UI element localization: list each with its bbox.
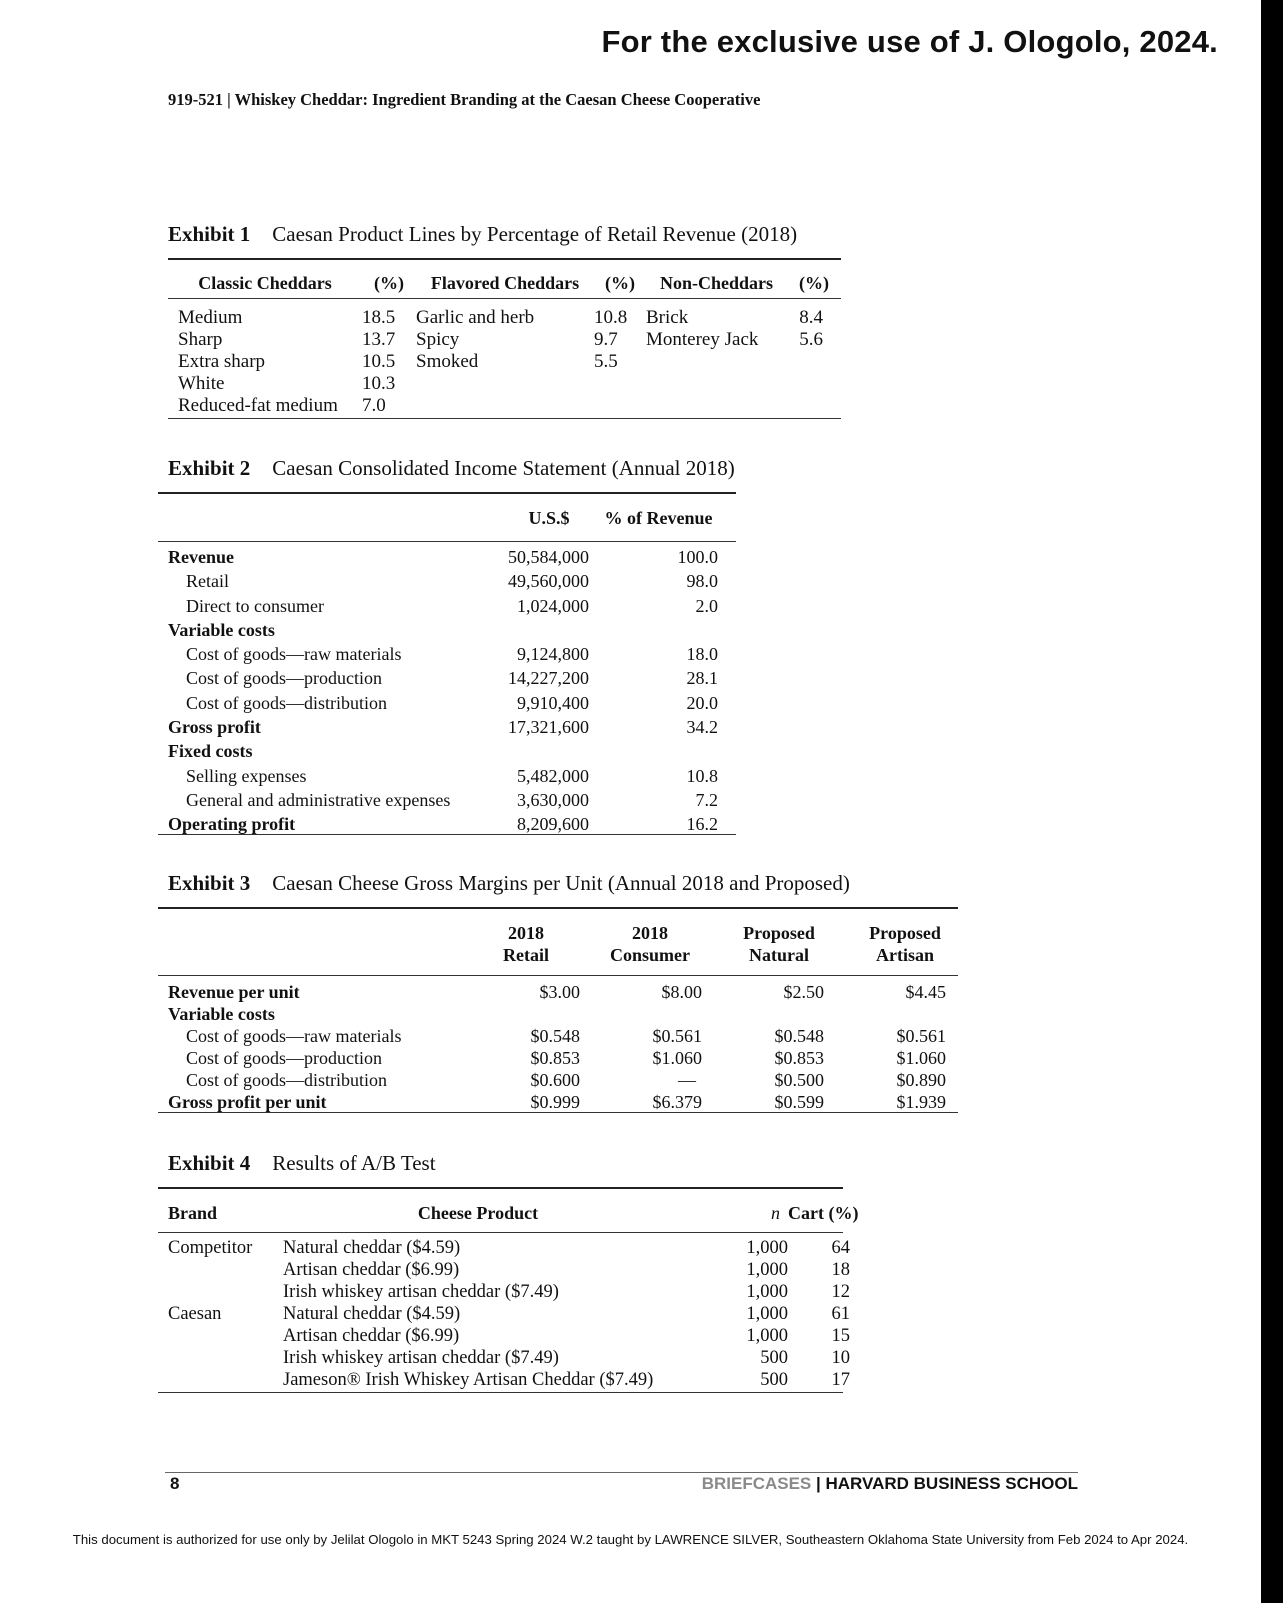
table-cell: 9,910,400 [517, 692, 589, 713]
exhibit2-body [168, 545, 728, 837]
exhibit4-top-rule [158, 1187, 843, 1189]
table-cell: $8.00 [661, 982, 702, 1002]
table-cell: $0.548 [774, 1026, 824, 1046]
table-cell [416, 373, 594, 395]
table-cell: 5.5 [594, 351, 618, 372]
n-cell: 1,000 [746, 1326, 788, 1346]
table-cell: $0.561 [652, 1026, 702, 1046]
brand-cell [168, 1281, 283, 1303]
table-cell [824, 1003, 946, 1025]
table-cell: 5.6 [799, 329, 823, 350]
col-label-line2: Natural [749, 945, 809, 965]
exhibit2-heading [168, 456, 735, 481]
n-cell: 1,000 [746, 1304, 788, 1324]
row-label: Cost of goods—distribution [186, 692, 388, 713]
table-cell: 16.2 [686, 814, 718, 835]
page-number: 8 [170, 1474, 180, 1493]
exhibit4-header-rule [158, 1232, 843, 1233]
brand-cell [168, 1369, 283, 1391]
exhibit1-title: Caesan Product Lines by Percentage of Retail Revenue (2018) [272, 222, 798, 246]
col-2018-retail [476, 922, 576, 966]
col-non-cheddars: Non-Cheddars [659, 273, 774, 293]
table-row [168, 618, 728, 642]
table-cell: 20.0 [686, 692, 718, 713]
exhibit1-header-row [168, 268, 841, 299]
exhibit1-bottom-rule [168, 418, 841, 419]
exhibit2-header-rule [158, 541, 736, 542]
table-cell [489, 618, 589, 642]
table-cell [787, 351, 841, 373]
briefcases-label: BRIEFCASES [701, 1474, 812, 1493]
exhibit3-heading [168, 871, 850, 896]
col-usd: U.S.$ [528, 508, 570, 528]
table-cell: 3,630,000 [517, 789, 589, 810]
exhibit3-top-rule [158, 907, 958, 909]
exhibit2-label: Exhibit 2 [168, 456, 251, 480]
table-row [168, 1303, 878, 1325]
n-cell: 1,000 [746, 1282, 788, 1302]
row-label-fixed-costs: Fixed costs [168, 741, 253, 762]
exhibit4-header-row [168, 1202, 870, 1224]
row-label-operating-profit: Operating profit [168, 814, 296, 835]
table-cell: Garlic and herb [416, 307, 535, 328]
exhibit2-title: Caesan Consolidated Income Statement (Annual 2018) [272, 456, 735, 480]
table-cell: $2.50 [783, 982, 824, 1002]
col-proposed-artisan [834, 922, 958, 966]
row-label: Cost of goods—production [186, 668, 382, 689]
table-cell: $1.939 [896, 1092, 946, 1112]
footer-rule [165, 1472, 1078, 1473]
table-cell [787, 373, 841, 395]
table-cell: 7.0 [362, 395, 386, 416]
table-cell: Brick [646, 307, 689, 328]
table-cell: 8,209,600 [517, 814, 589, 835]
brand-cell [168, 1347, 283, 1369]
footer-brand [600, 1474, 1078, 1494]
row-label: Cost of goods—raw materials [186, 644, 402, 665]
product-cell: Natural cheddar ($4.59) [283, 1238, 461, 1258]
col-non-pct: (%) [799, 273, 829, 293]
table-row [168, 1347, 878, 1369]
table-cell: Medium [178, 307, 243, 328]
table-cell: $0.548 [530, 1026, 580, 1046]
col-pct-revenue: % of Revenue [604, 508, 713, 528]
brand-cell: Competitor [168, 1238, 253, 1258]
cart-cell: 15 [831, 1326, 850, 1346]
table-cell: Spicy [416, 329, 460, 350]
table-cell: Sharp [178, 329, 223, 350]
table-cell: 10.3 [362, 373, 396, 394]
table-cell: 50,584,000 [508, 547, 589, 567]
table-cell: $0.599 [774, 1092, 824, 1112]
table-cell [787, 395, 841, 417]
authorization-notice: This document is authorized for use only by Jelilat Ologolo in MKT 5243 Spring 2024 W.2 taught by LAWRENCE SILVER, Southeastern Oklahoma State University from Feb 2024 to Apr 2024. [72, 1532, 1189, 1547]
table-row [168, 1369, 878, 1391]
exhibit2-header-row [168, 506, 728, 530]
exhibit3-table [168, 981, 946, 1113]
col-n: n [771, 1203, 780, 1223]
table-cell: 17,321,600 [508, 717, 589, 738]
brand-cell [168, 1325, 283, 1347]
table-cell: 18.0 [686, 644, 718, 665]
hbs-label: HARVARD BUSINESS SCHOOL [825, 1474, 1078, 1493]
table-cell: $0.853 [774, 1048, 824, 1068]
table-row [168, 373, 841, 395]
table-cell: 10.8 [594, 307, 628, 328]
table-cell: $3.00 [539, 982, 580, 1002]
product-cell: Natural cheddar ($4.59) [283, 1304, 461, 1324]
col-label-line1: 2018 [632, 923, 668, 943]
product-cell: Irish whiskey artisan cheddar ($7.49) [283, 1348, 559, 1368]
cart-cell: 12 [831, 1282, 850, 1302]
row-label: Direct to consumer [186, 595, 324, 616]
col-brand: Brand [168, 1203, 218, 1223]
exhibit3-header-rule [158, 975, 958, 976]
table-cell [580, 1003, 702, 1025]
col-label-line1: Proposed [869, 923, 941, 943]
table-cell [589, 739, 728, 763]
table-cell: $0.999 [530, 1092, 580, 1112]
table-cell: 100.0 [677, 547, 718, 567]
table-cell: 10.8 [686, 765, 718, 786]
exhibit2-bottom-rule [158, 834, 736, 835]
table-row [168, 1003, 946, 1025]
row-label: Cost of goods—raw materials [186, 1026, 402, 1046]
exhibit4-label: Exhibit 4 [168, 1151, 251, 1175]
table-row [168, 1069, 946, 1091]
cart-cell: 61 [831, 1304, 850, 1324]
table-cell: 10.5 [362, 351, 396, 372]
table-cell: 98.0 [686, 571, 718, 592]
product-cell: Irish whiskey artisan cheddar ($7.49) [283, 1282, 559, 1302]
brand-cell [168, 1259, 283, 1281]
col-flavored-pct: (%) [605, 273, 635, 293]
table-cell: 13.7 [362, 329, 396, 350]
table-row [168, 569, 728, 593]
table-row [168, 1281, 878, 1303]
n-cell: 500 [760, 1348, 788, 1368]
table-row [168, 1325, 878, 1347]
table-cell: $6.379 [652, 1092, 702, 1112]
exhibit2-table [168, 506, 728, 530]
row-label: Cost of goods—production [186, 1048, 382, 1068]
table-cell [589, 618, 728, 642]
table-row [168, 764, 728, 788]
row-label-revenue: Revenue [168, 547, 234, 567]
table-cell [646, 395, 787, 417]
col-label-line2: Artisan [876, 945, 934, 965]
table-cell: Smoked [416, 351, 479, 372]
row-label-variable-costs: Variable costs [168, 619, 275, 640]
table-row [168, 1259, 878, 1281]
table-cell: $0.853 [530, 1048, 580, 1068]
cart-cell: 10 [831, 1348, 850, 1368]
cart-cell: 18 [831, 1260, 850, 1280]
table-cell: $1.060 [896, 1048, 946, 1068]
table-cell [646, 373, 787, 395]
table-cell: $1.060 [652, 1048, 702, 1068]
brand-separator: | [811, 1474, 826, 1493]
row-label: Selling expenses [186, 765, 307, 786]
table-row [168, 739, 728, 763]
table-cell: $4.45 [905, 982, 946, 1002]
table-row [168, 329, 841, 351]
row-label: General and administrative expenses [186, 789, 451, 810]
exhibit4-heading [168, 1151, 436, 1176]
table-cell: 2.0 [695, 595, 718, 616]
table-cell: Monterey Jack [646, 329, 759, 350]
table-cell: White [178, 373, 225, 394]
row-label-gross-profit-per-unit: Gross profit per unit [168, 1092, 327, 1112]
table-cell: 9.7 [594, 329, 618, 350]
table-cell [594, 373, 646, 395]
table-cell: $0.561 [896, 1026, 946, 1046]
table-cell: 14,227,200 [508, 668, 589, 689]
n-cell: 500 [760, 1370, 788, 1390]
table-cell: 5,482,000 [517, 765, 589, 786]
running-header: 919-521 | Whiskey Cheddar: Ingredient Branding at the Caesan Cheese Cooperative [168, 90, 761, 109]
col-cheese-product: Cheese Product [417, 1203, 539, 1223]
exhibit2-top-rule [158, 492, 736, 494]
col-label-line1: 2018 [508, 923, 544, 943]
exhibit4-table [168, 1237, 878, 1391]
table-row [168, 1025, 946, 1047]
exhibit3-title: Caesan Cheese Gross Margins per Unit (Annual 2018 and Proposed) [272, 871, 850, 895]
product-cell: Jameson® Irish Whiskey Artisan Cheddar ($7.49) [283, 1370, 654, 1390]
table-cell: 18.5 [362, 307, 396, 328]
table-cell: 8.4 [799, 307, 823, 328]
table-cell: 1,024,000 [517, 595, 589, 616]
exhibit3-bottom-rule [158, 1112, 958, 1113]
row-label-revenue-per-unit: Revenue per unit [168, 982, 300, 1002]
exhibit3-header-row [158, 922, 958, 966]
table-row [168, 395, 841, 417]
row-label: Cost of goods—distribution [186, 1070, 388, 1090]
n-cell: 1,000 [746, 1238, 788, 1258]
table-row [168, 666, 728, 690]
table-row [168, 307, 841, 329]
col-cart-pct: Cart (%) [788, 1203, 859, 1223]
table-row [168, 351, 841, 373]
table-cell: 34.2 [686, 717, 718, 738]
table-row [168, 715, 728, 739]
col-label-line2: Consumer [610, 945, 690, 965]
table-cell [646, 351, 787, 373]
exclusive-use-watermark: For the exclusive use of J. Ologolo, 2024. [601, 24, 1218, 59]
row-label: Retail [186, 571, 229, 592]
table-cell [416, 395, 594, 417]
col-label-line1: Proposed [743, 923, 815, 943]
table-cell [594, 395, 646, 417]
row-label-gross-profit: Gross profit [168, 717, 261, 738]
table-row [168, 788, 728, 812]
exhibit1-table [168, 268, 841, 417]
table-row [168, 642, 728, 666]
exhibit1-top-rule [168, 258, 841, 260]
table-cell [489, 739, 589, 763]
table-cell: $0.600 [530, 1070, 580, 1090]
exhibit4-header [168, 1202, 870, 1224]
table-row [168, 981, 946, 1003]
col-flavored-cheddars: Flavored Cheddars [430, 273, 580, 293]
n-cell: 1,000 [746, 1260, 788, 1280]
cart-cell: 17 [831, 1370, 850, 1390]
exhibit3-header [158, 922, 958, 966]
table-cell: — [678, 1070, 696, 1090]
brand-cell: Caesan [168, 1304, 222, 1324]
col-label-line2: Retail [503, 945, 549, 965]
table-cell: 9,124,800 [517, 644, 589, 665]
table-cell: Reduced-fat medium [178, 395, 338, 416]
table-row [168, 1237, 878, 1259]
table-cell [486, 1003, 580, 1025]
table-cell: $0.500 [774, 1070, 824, 1090]
exhibit4-bottom-rule [158, 1392, 843, 1393]
exhibit3-label: Exhibit 3 [168, 871, 251, 895]
row-label-variable-costs: Variable costs [168, 1004, 275, 1024]
col-proposed-natural [724, 922, 834, 966]
exhibit1-label: Exhibit 1 [168, 222, 251, 246]
exhibit4-title: Results of A/B Test [272, 1151, 436, 1175]
table-row [168, 545, 728, 569]
table-cell: 49,560,000 [508, 571, 589, 592]
product-cell: Artisan cheddar ($6.99) [283, 1260, 460, 1280]
table-row [168, 1047, 946, 1069]
table-cell: 7.2 [695, 789, 718, 810]
table-cell: 28.1 [686, 668, 718, 689]
table-cell [702, 1003, 824, 1025]
product-cell: Artisan cheddar ($6.99) [283, 1326, 460, 1346]
table-cell: Extra sharp [178, 351, 266, 372]
cart-cell: 64 [831, 1238, 850, 1258]
col-2018-consumer [576, 922, 724, 966]
table-row [168, 594, 728, 618]
table-row [168, 812, 728, 836]
col-classic-pct: (%) [374, 273, 404, 293]
exhibit1-heading [168, 222, 797, 247]
table-cell: $0.890 [896, 1070, 946, 1090]
table-row [168, 691, 728, 715]
col-classic-cheddars: Classic Cheddars [198, 273, 332, 293]
table-row [168, 1091, 946, 1113]
